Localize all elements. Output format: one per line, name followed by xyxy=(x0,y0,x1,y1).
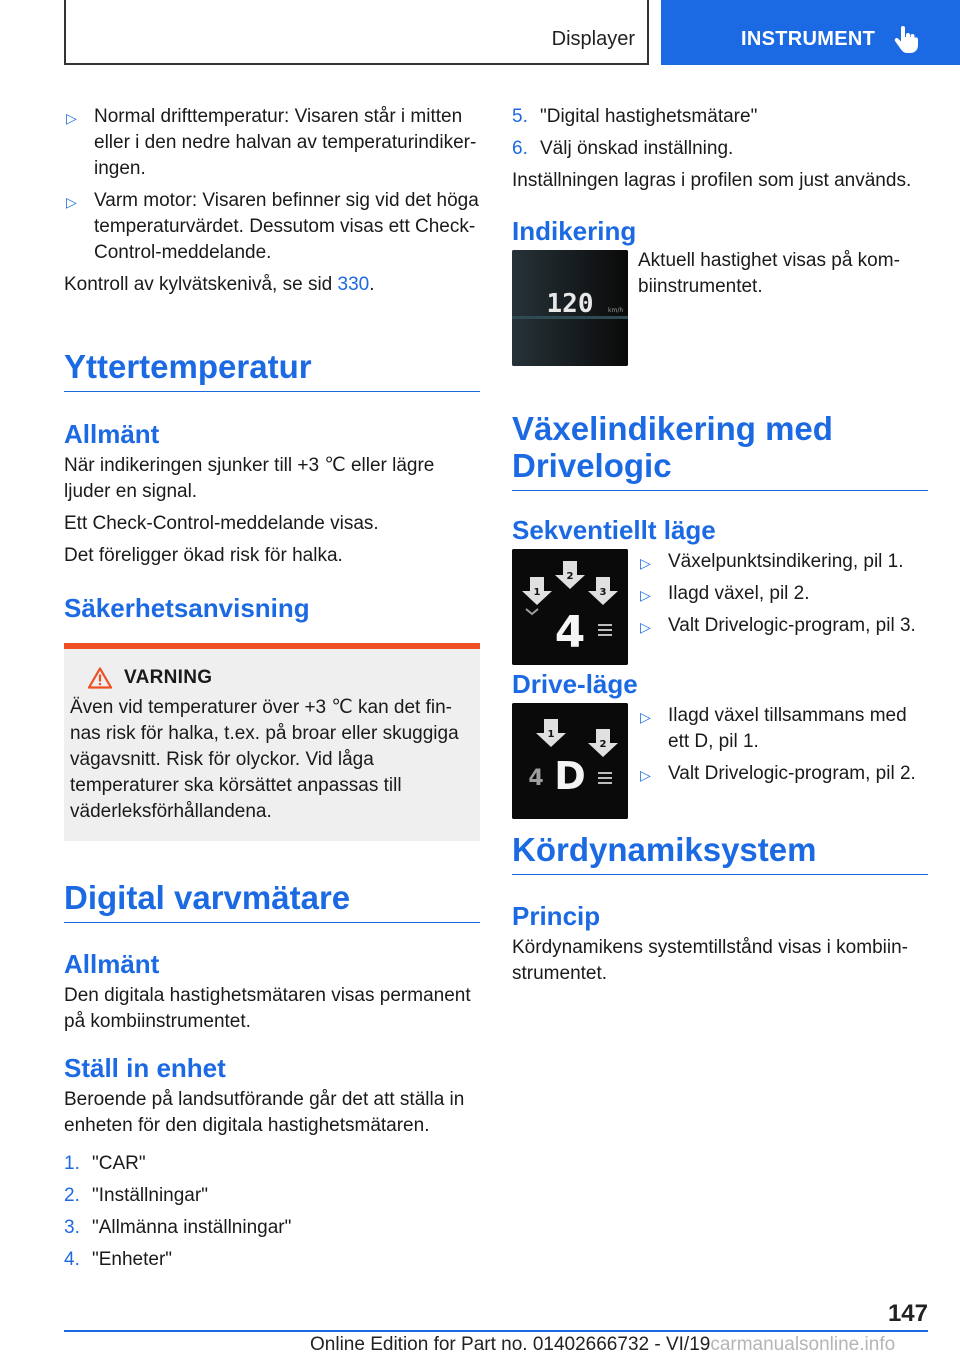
list-item: 4. "Enheter" xyxy=(64,1249,173,1270)
sequential-bullets xyxy=(638,549,928,645)
indication-heading: Indikering xyxy=(512,216,637,246)
speed-unit: km/h xyxy=(608,307,624,314)
unit-steps xyxy=(64,1151,480,1273)
principle-paragraph: Kördynamikens systemtillstånd visas i kombiinstrumentet. xyxy=(512,937,908,984)
svg-text:3: 3 xyxy=(599,587,607,598)
list-item: ▷ Valt Drivelogic-program, pil 3. xyxy=(638,613,928,639)
list-item: ▷ Varm motor: Visaren befinner sig vid det höga temperaturvärdet. Dessutom visas ett Check-Control-meddelande. xyxy=(66,190,479,263)
svg-text:2: 2 xyxy=(566,571,574,582)
page-number: 147 xyxy=(887,1300,928,1327)
general-heading-2: Allmänt xyxy=(64,949,160,979)
set-unit-heading: Ställ in enhet xyxy=(64,1053,226,1083)
gear-number: 4 xyxy=(528,766,544,791)
indication-block xyxy=(512,250,928,368)
temperature-bullets xyxy=(64,104,480,266)
general-heading: Allmänt xyxy=(64,419,160,449)
drive-gear-image xyxy=(512,703,628,819)
indication-paragraph: Aktuell hastighet visas på kombiinstrumentet. xyxy=(638,250,900,297)
list-item: 2. "Inställningar" xyxy=(64,1185,208,1206)
right-column xyxy=(512,104,928,993)
warning-title: VARNING xyxy=(124,667,213,688)
header-section-tab[interactable] xyxy=(64,0,649,65)
safety-heading: Säkerhetsanvisning xyxy=(64,593,310,623)
coolant-reference: Kontroll av kylvätskenivå, se sid 330. xyxy=(64,274,375,295)
general2-paragraph: Den digitala hastighetsmätaren visas permanent på kombiinstrumentet. xyxy=(64,985,471,1032)
digital-tachometer-title: Digital varvmätare xyxy=(64,879,480,923)
triangle-bullet-icon: ▷ xyxy=(66,110,77,126)
warning-triangle-icon xyxy=(88,667,112,689)
svg-text:1: 1 xyxy=(533,587,541,598)
header-section-label: Displayer xyxy=(551,28,635,50)
principle-heading: Princip xyxy=(512,901,601,931)
list-item: ▷ Normal drifttemperatur: Visaren står i mitten eller i den nedre halvan av temperaturindikeringen. xyxy=(66,106,477,179)
set-unit-paragraph: Beroende på landsutförande går det att ställa in enheten för den digitala hastighetsmätaren. xyxy=(64,1089,465,1136)
watermark: carmanualsonline.info xyxy=(710,1334,896,1355)
header-chapter-tab[interactable] xyxy=(661,0,960,65)
footer-divider xyxy=(64,1330,928,1332)
triangle-bullet-icon: ▷ xyxy=(66,194,77,210)
list-item: ▷ Ilagd växel, pil 2. xyxy=(638,581,928,607)
drive-letter: D xyxy=(554,754,586,798)
footer-edition: Online Edition for Part no. 01402666732 - VI/19carmanualsonline.info xyxy=(310,1334,896,1355)
svg-text:2: 2 xyxy=(599,739,607,750)
triangle-bullet-icon: ▷ xyxy=(640,767,651,783)
general-paragraph: Det föreligger ökad risk för halka. xyxy=(64,545,343,566)
outside-temperature-title: Yttertemperatur xyxy=(64,348,480,392)
list-item: ▷ Valt Drivelogic-program, pil 2. xyxy=(638,761,928,787)
svg-text:1: 1 xyxy=(547,729,555,740)
warning-text: Även vid temperaturer över +3 ℃ kan det finnas risk för halka, t.ex. på broar eller skuggiga vägavsnitt. Risk för olyckor. Vid låga temperaturer ska körsättet anpassas till väderleksförhållandena. xyxy=(70,697,459,822)
speed-value: 120 xyxy=(546,289,594,319)
triangle-bullet-icon: ▷ xyxy=(640,555,651,571)
gear-indication-title: Växelindikering med Drivelogic xyxy=(512,410,928,491)
triangle-bullet-icon: ▷ xyxy=(640,619,651,635)
drive-block xyxy=(512,703,928,821)
general-paragraph: Ett Check-Control-meddelande visas. xyxy=(64,513,379,534)
page-link-330[interactable]: 330 xyxy=(337,274,370,295)
list-item: 5. "Digital hastighetsmätare" xyxy=(512,106,758,127)
triangle-bullet-icon: ▷ xyxy=(640,587,651,603)
hand-pointer-icon xyxy=(893,26,919,54)
saved-paragraph: Inställningen lagras i profilen som just används. xyxy=(512,170,912,191)
list-item: ▷ Växelpunktsindikering, pil 1. xyxy=(638,549,928,575)
sequential-gear-image xyxy=(512,549,628,665)
general-paragraph: När indikeringen sjunker till +3 ℃ eller lägre ljuder en signal. xyxy=(64,455,435,502)
list-item: ▷ Ilagd växel tillsammans med ett D, pil 1. xyxy=(640,705,907,752)
unit-steps-continued xyxy=(512,104,928,162)
drive-mode-heading: Drive-läge xyxy=(512,669,638,699)
sequential-block xyxy=(512,549,928,667)
warning-header xyxy=(70,667,464,689)
warning-box xyxy=(64,643,480,841)
speed-display-image xyxy=(512,250,628,366)
list-item: 1. "CAR" xyxy=(64,1153,146,1174)
triangle-bullet-icon: ▷ xyxy=(640,709,651,725)
left-column xyxy=(64,104,480,1279)
header-chapter-label: INSTRUMENT xyxy=(741,28,876,50)
list-item: 6. Välj önskad inställning. xyxy=(512,138,734,159)
current-gear: 4 xyxy=(554,607,586,658)
drive-bullets xyxy=(638,703,928,793)
sequential-mode-heading: Sekventiellt läge xyxy=(512,515,716,545)
list-item: 3. "Allmänna inställningar" xyxy=(64,1217,292,1238)
driving-dynamics-title: Kördynamiksystem xyxy=(512,831,928,875)
